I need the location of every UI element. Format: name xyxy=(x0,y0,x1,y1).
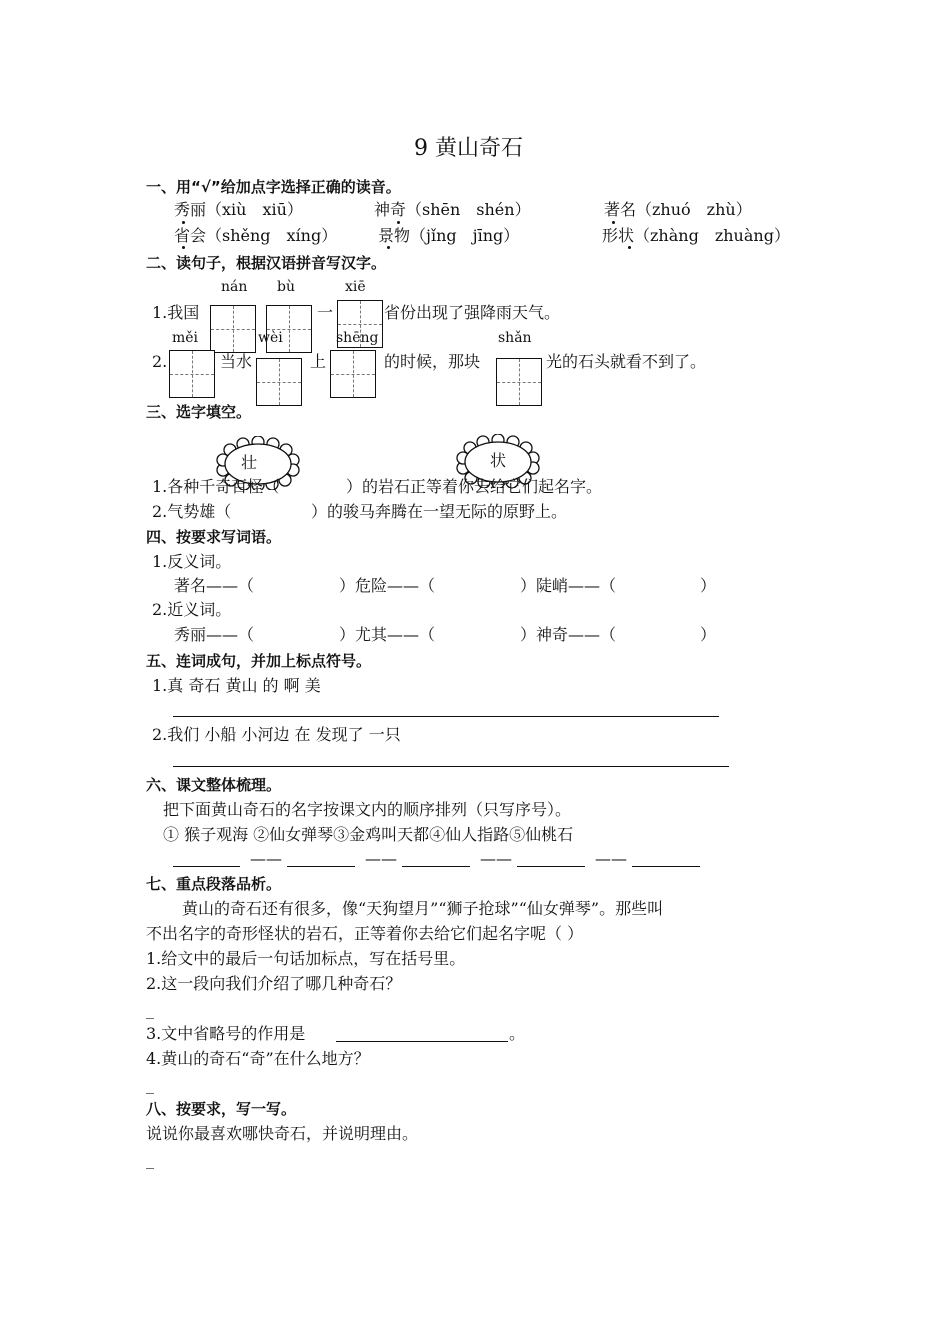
sentence-text: 当水 xyxy=(220,352,253,371)
emphasis-dot xyxy=(387,246,390,249)
question-text: ）的骏马奔腾在一望无际的原野上。 xyxy=(311,502,568,521)
writing-grid-box[interactable] xyxy=(330,350,376,398)
emphasis-dot xyxy=(397,221,400,224)
section-4-heading: 四、按要求写词语。 xyxy=(146,528,282,546)
pinyin: bù xyxy=(277,279,295,295)
word-pair: ） xyxy=(700,576,717,595)
sub-heading: 1.反义词。 xyxy=(152,552,232,571)
question-text: 4.黄山的奇石“奇”在什么地方？ xyxy=(146,1049,370,1068)
sentence-text: 2. xyxy=(152,352,168,371)
passage-text: 不出名字的奇形怪状的岩石，正等着你去给它们起名字呢（ ） xyxy=(146,924,584,943)
separator-dash: —— xyxy=(250,849,282,868)
question-text: 3.文中省略号的作用是 xyxy=(146,1024,306,1043)
separator-dash: —— xyxy=(480,849,512,868)
page-title: 9 黄山奇石 xyxy=(414,136,523,161)
section-1-heading: 一、用“√”给加点字选择正确的读音。 xyxy=(146,178,401,196)
answer-line[interactable] xyxy=(336,1041,508,1042)
sentence-text: 省份出现了强降雨天气。 xyxy=(384,303,561,322)
emphasis-dot xyxy=(182,221,185,224)
answer-line[interactable] xyxy=(173,766,729,767)
writing-grid-box[interactable] xyxy=(256,358,302,406)
emphasis-dot xyxy=(182,246,185,249)
stone-list: ① 猴子观海 ②仙女弹琴③金鸡叫天都④仙人指路⑤仙桃石 xyxy=(163,825,574,844)
word-pair: ）危险——（ xyxy=(339,576,436,595)
section-2-heading: 二、读句子，根据汉语拼音写汉字。 xyxy=(146,254,387,272)
separator-dash: —— xyxy=(595,849,627,868)
question-text: 1.各种千奇百怪（ xyxy=(152,477,280,496)
answer-line[interactable] xyxy=(632,866,700,867)
word-pair: ）陡峭——（ xyxy=(520,576,617,595)
pinyin-choice[interactable]: 景物（jǐng jīng） xyxy=(378,226,520,245)
section-8-heading: 八、按要求，写一写。 xyxy=(146,1100,297,1118)
pinyin-choice[interactable]: 形状（zhàng zhuàng） xyxy=(602,226,790,245)
choice-character: 壮 xyxy=(241,453,258,472)
word-pair: 著名——（ xyxy=(174,576,255,595)
pinyin-choice[interactable]: 秀丽（xiù xiū） xyxy=(174,200,303,219)
answer-line[interactable] xyxy=(173,716,719,717)
pinyin: měi xyxy=(172,330,199,346)
choice-character: 状 xyxy=(490,451,507,470)
answer-line[interactable] xyxy=(173,866,240,867)
writing-grid-box[interactable] xyxy=(169,350,215,398)
pinyin-choice[interactable]: 著名（zhuó zhù） xyxy=(604,200,752,219)
section-5-heading: 五、连词成句，并加上标点符号。 xyxy=(146,652,372,670)
emphasis-dot xyxy=(628,246,631,249)
sentence-text: 光的石头就看不到了。 xyxy=(546,352,707,371)
answer-line[interactable] xyxy=(287,866,355,867)
word-pair: ） xyxy=(700,625,717,644)
question-text: 2.气势雄（ xyxy=(152,502,232,521)
question-text: ）的岩石正等着你去给它们起名字。 xyxy=(346,477,603,496)
writing-grid-box[interactable] xyxy=(496,358,542,406)
question-text: 2.这一段向我们介绍了哪几种奇石？ xyxy=(146,974,402,993)
passage-text: 黄山的奇石还有很多，像“天狗望月”“狮子抢球”“仙女弹琴”。那些叫 xyxy=(182,899,664,918)
word-pair: 秀丽——（ xyxy=(174,625,255,644)
emphasis-dot xyxy=(612,221,615,224)
instruction-text: 把下面黄山奇石的名字按课文内的顺序排列（只写序号）。 xyxy=(163,800,572,819)
question-text: 说说你最喜欢哪快奇石，并说明理由。 xyxy=(146,1124,419,1143)
sentence-text: 的时候，那块 xyxy=(384,352,481,371)
sentence-text: 一 xyxy=(317,303,334,322)
answer-blank[interactable]: _ xyxy=(146,1075,154,1094)
sentence-text: 1.我国 xyxy=(152,303,200,322)
pinyin-choice[interactable]: 神奇（shēn shén） xyxy=(374,200,531,219)
answer-blank[interactable]: _ xyxy=(146,1000,154,1019)
pinyin: nán xyxy=(221,279,248,295)
question-text: 1.真 奇石 黄山 的 啊 美 xyxy=(152,676,321,695)
answer-line[interactable] xyxy=(402,866,470,867)
question-text: 1.给文中的最后一句话加标点，写在括号里。 xyxy=(146,949,466,968)
pinyin: xiē xyxy=(345,279,366,295)
section-6-heading: 六、课文整体梳理。 xyxy=(146,776,282,794)
separator-dash: —— xyxy=(365,849,397,868)
section-3-heading: 三、选字填空。 xyxy=(146,403,252,421)
pinyin: wèi xyxy=(258,330,283,346)
question-text: 2.我们 小船 小河边 在 发现了 一只 xyxy=(152,725,401,744)
section-7-heading: 七、重点段落品析。 xyxy=(146,875,282,893)
pinyin: shǎn xyxy=(498,330,532,346)
sentence-text: 上 xyxy=(310,352,327,371)
answer-blank[interactable]: _ xyxy=(146,1150,154,1169)
pinyin-choice[interactable]: 省会（shěng xíng） xyxy=(174,226,338,245)
word-pair: ）尤其——（ xyxy=(339,625,436,644)
pinyin: shēng xyxy=(336,330,379,346)
writing-grid-box[interactable] xyxy=(210,305,256,353)
word-pair: ）神奇——（ xyxy=(520,625,617,644)
question-text: 。 xyxy=(509,1024,526,1043)
answer-line[interactable] xyxy=(517,866,585,867)
sub-heading: 2.近义词。 xyxy=(152,600,232,619)
